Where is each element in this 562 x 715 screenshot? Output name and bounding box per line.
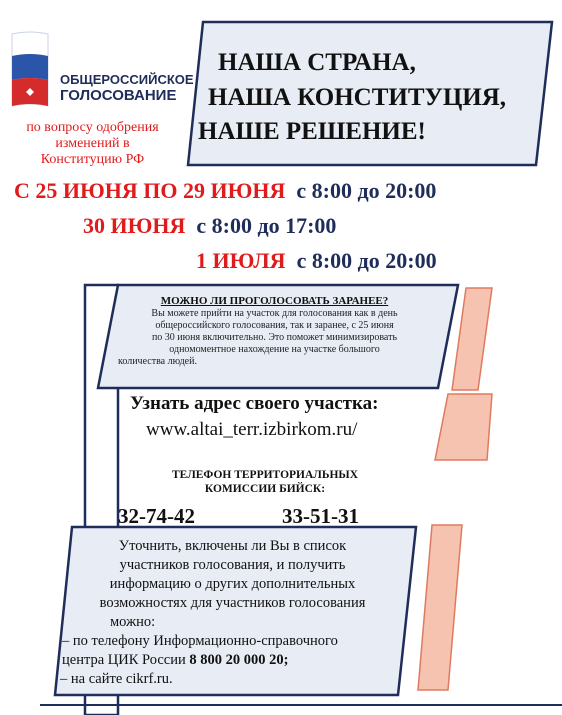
- date-period: С 25 ИЮНЯ ПО 29 ИЮНЯ: [14, 178, 286, 203]
- logo-subtitle-line: Конституцию РФ: [40, 152, 145, 167]
- date-time: с 8:00 до 20:00: [296, 248, 437, 273]
- phone-number-2: 33-51-31: [282, 504, 359, 528]
- logo-subtitle: [10, 120, 175, 168]
- date-period: 1 ИЮЛЯ: [196, 248, 286, 273]
- info-line: информацию о других дополнительных: [109, 576, 356, 592]
- peach-strip-2: [435, 394, 492, 460]
- info-line: Уточнить, включены ли Вы в список: [118, 538, 347, 554]
- address-url-link[interactable]: www.altai_terr.izbirkom.ru/: [146, 419, 358, 440]
- date-period: 30 ИЮНЯ: [83, 213, 186, 238]
- phone-heading: [130, 468, 400, 496]
- advance-line: общероссийского голосования, так и заранее, с 25 июня: [155, 320, 394, 331]
- logo: [8, 30, 53, 110]
- logo-subtitle-line: по вопросу одобрения: [26, 120, 159, 135]
- info-line: можно:: [110, 614, 156, 630]
- advance-line: количества людей.: [118, 356, 197, 367]
- advance-line: Вы можете прийти на участок для голосования как в день: [151, 308, 398, 319]
- date-row-3: [196, 248, 437, 274]
- date-row-1: [14, 178, 436, 204]
- logo-subtitle-line: изменений в: [55, 136, 130, 151]
- advance-line: одномоментное нахождение на участке большого: [169, 344, 380, 355]
- logo-title: [60, 72, 194, 104]
- date-time: с 8:00 до 17:00: [196, 213, 337, 238]
- peach-strip-1: [452, 288, 492, 390]
- address-label: Узнать адрес своего участка:: [130, 393, 379, 414]
- phone-heading-line2: КОМИССИИ БИЙСК:: [204, 483, 326, 495]
- info-line: участников голосования, и получить: [119, 557, 346, 573]
- info-line: возможностях для участников голосования: [99, 595, 366, 611]
- headline-line-1: НАША СТРАНА,: [218, 49, 416, 76]
- advance-section: [112, 294, 437, 368]
- phone-number-1: 32-74-42: [118, 504, 195, 528]
- headline-line-3: НАШЕ РЕШЕНИЕ!: [198, 118, 426, 145]
- date-row-2: [83, 213, 336, 239]
- logo-title-line2: ГОЛОСОВАНИЕ: [60, 87, 177, 104]
- info-site-line: – на сайте cikrf.ru.: [60, 671, 173, 687]
- russian-flag-icon: [8, 30, 53, 110]
- info-phone-line2: [60, 651, 405, 670]
- advance-line: по 30 июня включительно. Это поможет минимизировать: [151, 332, 398, 343]
- logo-title-line1: ОБЩЕРОССИЙСКОЕ: [60, 72, 194, 87]
- advance-heading: МОЖНО ЛИ ПРОГОЛОСОВАТЬ ЗАРАНЕЕ?: [160, 295, 389, 307]
- info-section: [60, 537, 405, 689]
- date-time: с 8:00 до 20:00: [296, 178, 437, 203]
- info-phone-prefix: центра ЦИК России: [62, 652, 190, 668]
- phone-heading-line1: ТЕЛЕФОН ТЕРРИТОРИАЛЬНЫХ: [172, 469, 358, 481]
- headline-line-2: НАША КОНСТИТУЦИЯ,: [208, 84, 507, 111]
- peach-strip-3: [418, 525, 462, 690]
- info-phone-line1: – по телефону Информационно-справочного: [62, 633, 338, 649]
- info-phone-number: 8 800 20 000 20;: [189, 652, 289, 668]
